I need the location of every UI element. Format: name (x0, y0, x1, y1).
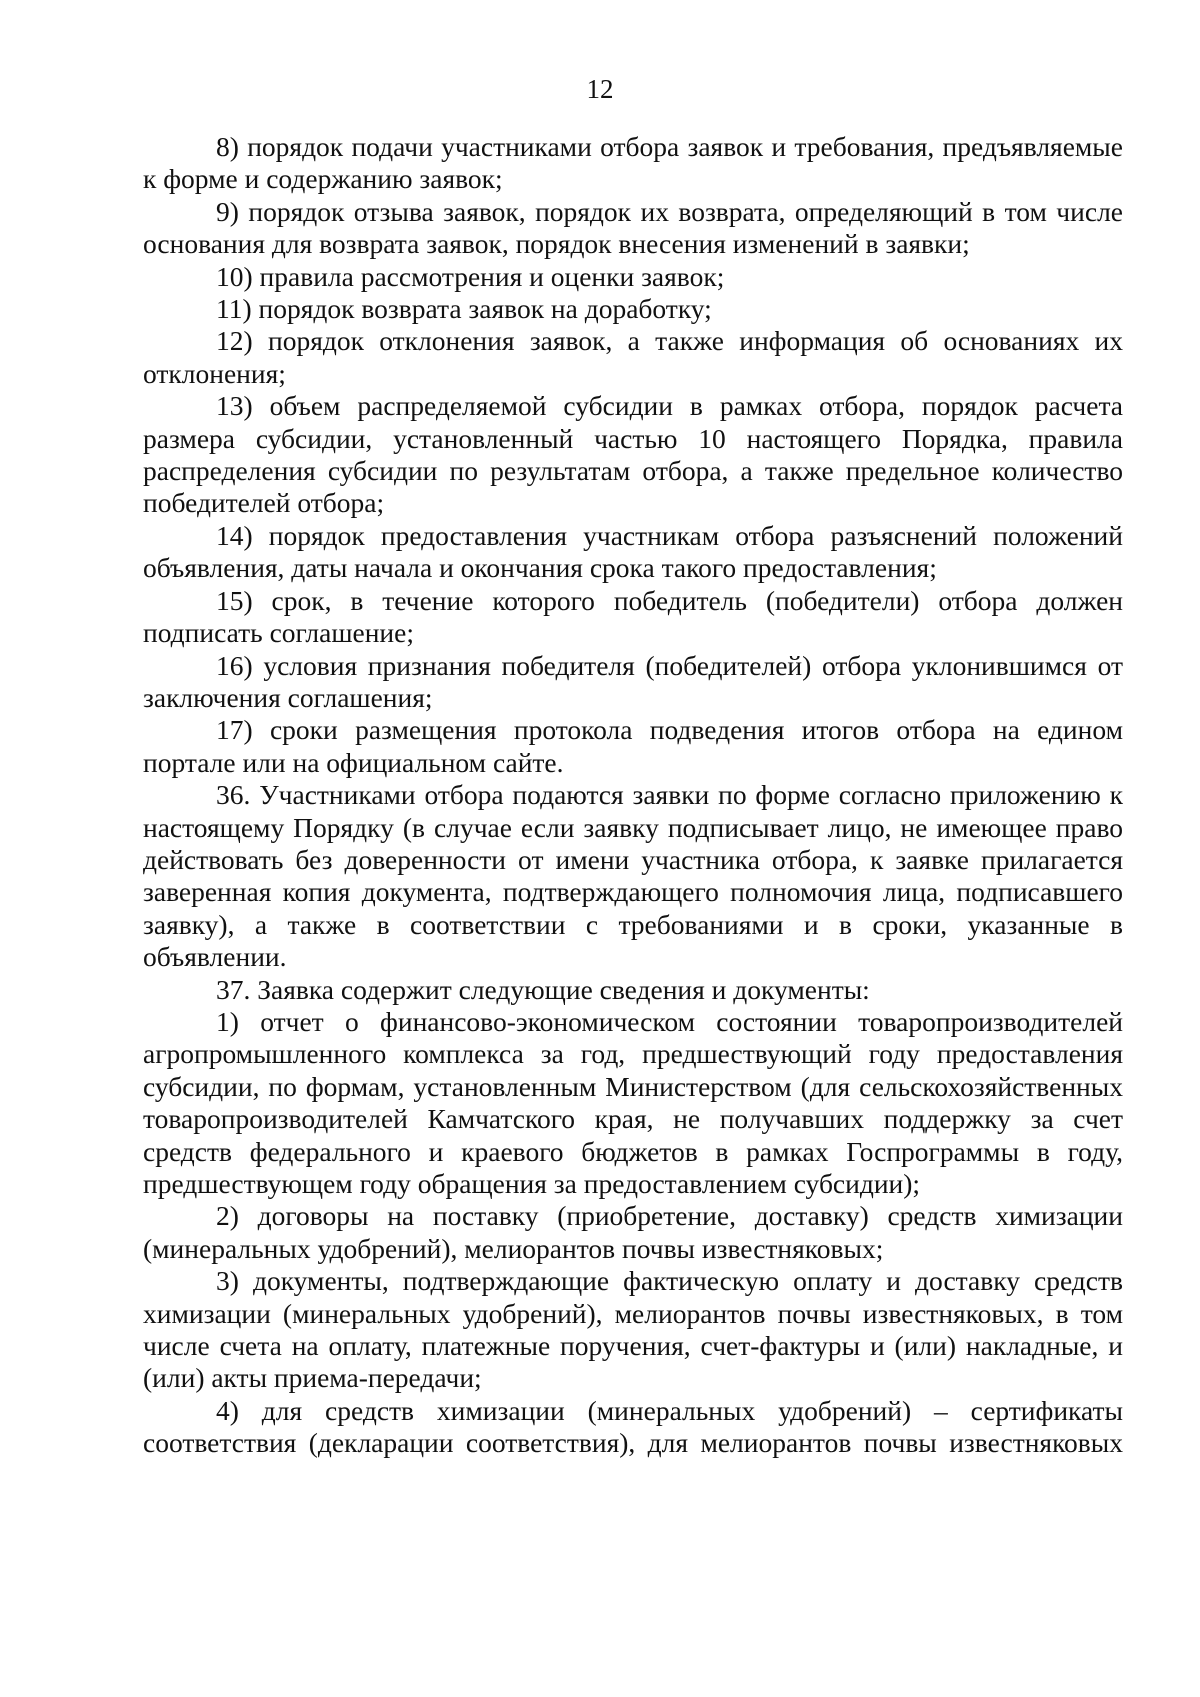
paragraph-subitem-3: 3) документы, подтверждающие фактическую оплату и доставку средств химизации (минеральных удобрений), мелиорантов почвы известняковых, в том числе счета на оплату, платежные поручения, счет-фактуры и (или) накладные, и (или) акты приема-передачи; (143, 1265, 1123, 1394)
paragraph-item-8: 8) порядок подачи участниками отбора заявок и требования, предъявляемые к форме и содержанию заявок; (143, 131, 1123, 195)
paragraph-item-17: 17) сроки размещения протокола подведения итогов отбора на едином портале или на официальном сайте. (143, 714, 1123, 778)
paragraph-item-9: 9) порядок отзыва заявок, порядок их возврата, определяющий в том числе основания для возврата заявок, порядок внесения изменений в заявки; (143, 195, 1123, 260)
paragraph-item-14: 14) порядок предоставления участникам отбора разъяснений положений объявления, даты начала и окончания срока такого предоставления; (143, 519, 1123, 584)
page-number: 12 (586, 74, 614, 104)
paragraph-item-13: 13) объем распределяемой субсидии в рамках отбора, порядок расчета размера субсидии, установленный частью 10 настоящего Порядка, правила распределения субсидии по результатам отбора, а также предельное количество победителей отбора; (143, 390, 1123, 519)
paragraph-item-10: 10) правила рассмотрения и оценки заявок; (216, 260, 725, 292)
paragraph-item-12: 12) порядок отклонения заявок, а также информация об основаниях их отклонения; (143, 325, 1123, 389)
paragraph-subitem-4: 4) для средств химизации (минеральных удобрений) – сертификаты соответствия (декларации соответствия), для мелиорантов почвы известняковых (143, 1394, 1123, 1459)
paragraph-item-16: 16) условия признания победителя (победителей) отбора уклонившимся от заключения соглашения; (143, 649, 1123, 713)
paragraph-subitem-2: 2) договоры на поставку (приобретение, доставку) средств химизации (минеральных удобрений), мелиорантов почвы известняковых; (143, 1200, 1123, 1264)
paragraph-item-11: 11) порядок возврата заявок на доработку; (216, 293, 712, 325)
paragraph-section-36: 36. Участниками отбора подаются заявки по форме согласно приложению к настоящему Порядку (в случае если заявку подписывает лицо, не имеющее право действовать без доверенности от имени участника отбора, к заявке прилагается заверенная копия документа, подтверждающего полномочия лица, подписавшего заявку), а также в соответствии с требованиями и в сроки, указанные в объявлении. (143, 779, 1123, 973)
paragraph-subitem-1: 1) отчет о финансово-экономическом состоянии товаропроизводителей агропромышленного комплекса за год, предшествующий году предоставления субсидии, по формам, установленным Министерством (для сельскохозяйственных товаропроизводителей Камчатского края, не получавших поддержку за счет средств федерального и краевого бюджетов в рамках Госпрограммы в году, предшествующем году обращения за предоставлением субсидии); (143, 1005, 1123, 1199)
paragraph-item-15: 15) срок, в течение которого победитель (победители) отбора должен подписать соглашение; (143, 584, 1123, 649)
document-body (143, 131, 1123, 1460)
paragraph-section-37: 37. Заявка содержит следующие сведения и документы: (216, 973, 870, 1005)
